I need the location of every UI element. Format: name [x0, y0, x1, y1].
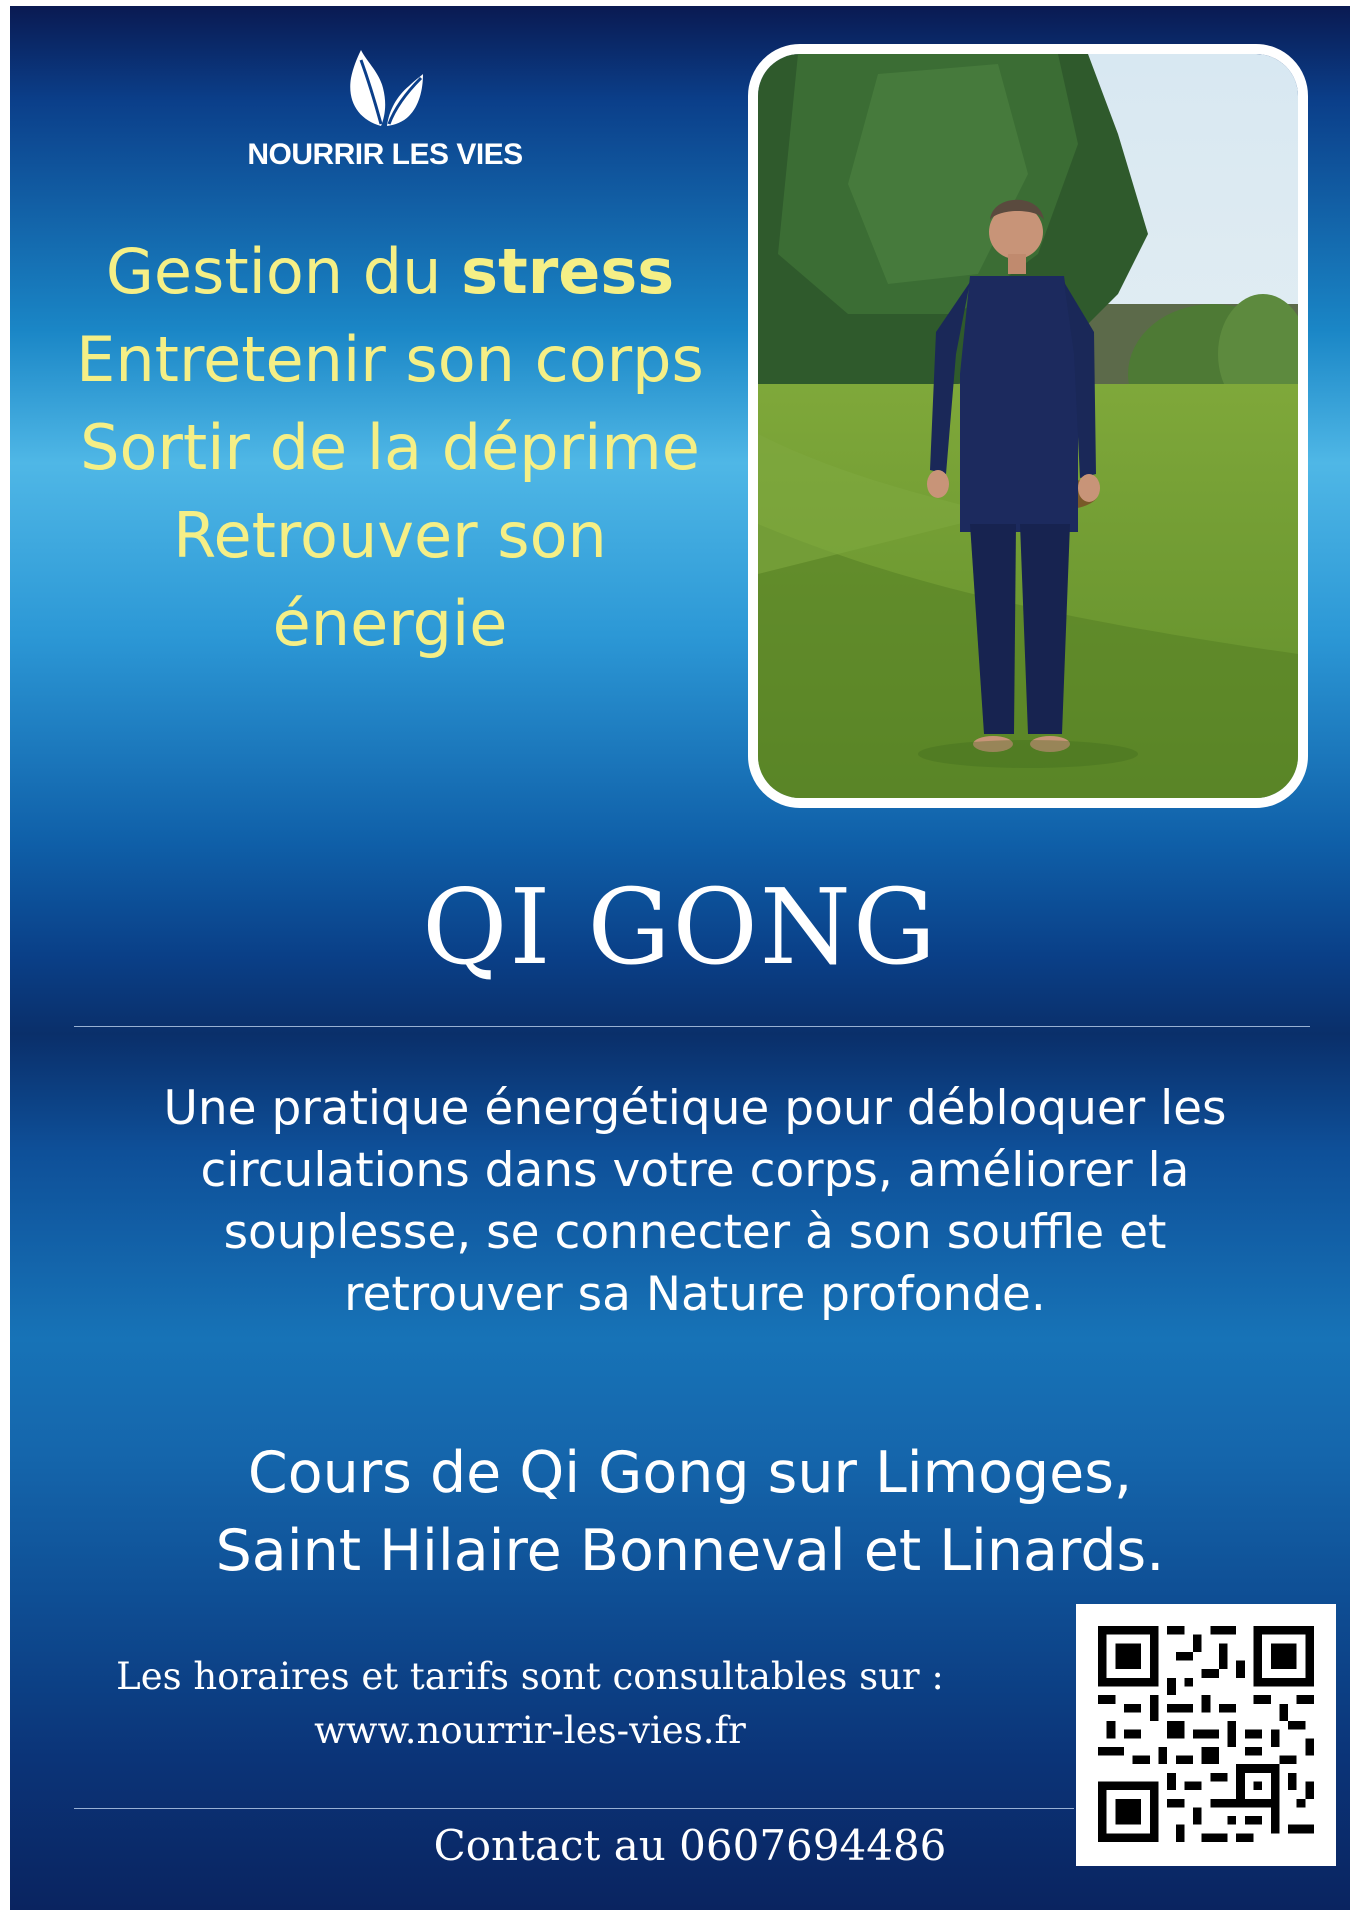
slogan-energy-line2: énergie: [272, 587, 508, 660]
flyer: [10, 6, 1350, 1910]
qr-code[interactable]: [1076, 1604, 1336, 1866]
brand-logo: [220, 46, 550, 172]
teacher-photo-frame: [748, 44, 1308, 808]
slogan-list: [30, 228, 750, 668]
leaf-icon: [345, 46, 425, 130]
qi-gong-teacher-photo: [758, 54, 1298, 798]
description-line: retrouver sa Nature profonde.: [344, 1267, 1046, 1322]
slogan-energy-line1: Retrouver son: [173, 499, 607, 572]
divider-top: [74, 1026, 1310, 1027]
slogan-depression: Sortir de la déprime: [80, 411, 700, 484]
website-link[interactable]: www.nourrir-les-vies.fr: [314, 1709, 746, 1752]
locations-line: Saint Hilaire Bonneval et Linards.: [215, 1518, 1165, 1584]
slogan-stress: [30, 228, 750, 316]
schedule-info: [80, 1650, 980, 1758]
page-title: QI GONG: [422, 866, 938, 988]
schedule-text: Les horaires et tarifs sont consultables sur :: [116, 1655, 944, 1698]
qr-code-icon: [1098, 1626, 1314, 1842]
contact-phone[interactable]: Contact au 0607694486: [433, 1821, 947, 1870]
description-line: Une pratique énergétique pour débloquer les: [163, 1081, 1227, 1136]
locations-line: Cours de Qi Gong sur Limoges,: [247, 1440, 1133, 1506]
course-locations: [70, 1434, 1310, 1590]
slogan-body: Entretenir son corps: [76, 323, 704, 396]
divider-bottom: [74, 1808, 1074, 1809]
description-line: souplesse, se connecter à son souffle et: [223, 1205, 1167, 1260]
slogan-stress-emphasis: stress: [461, 235, 675, 308]
brand-name: NOURRIR LES VIES: [247, 138, 523, 171]
practice-description: [80, 1078, 1310, 1326]
description-line: circulations dans votre corps, améliorer la: [200, 1143, 1190, 1198]
slogan-stress-prefix: Gestion du: [105, 235, 462, 308]
